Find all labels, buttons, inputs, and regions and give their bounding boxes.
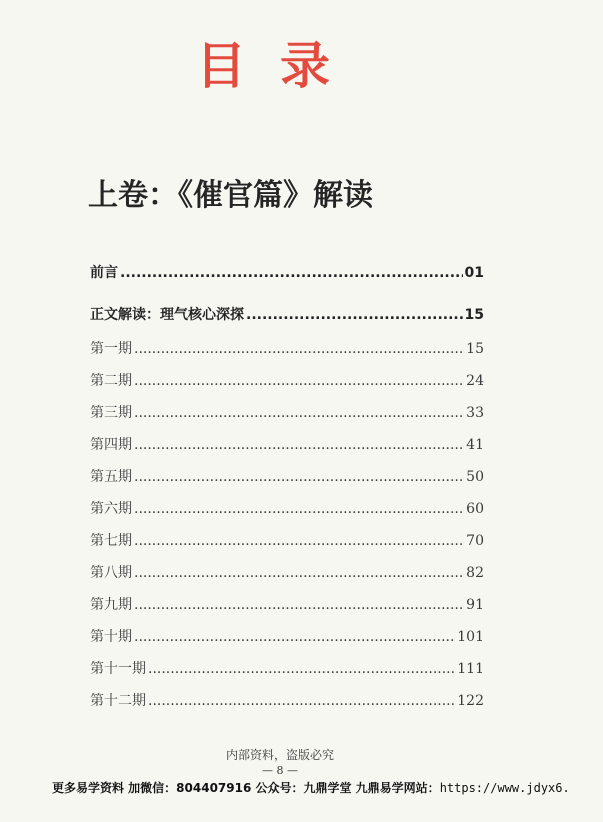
toc-leader-dots (120, 265, 463, 281)
toc-entry-issue-3 (90, 402, 484, 434)
toc-entry-page: 70 (466, 533, 484, 549)
watermark-url: https://www.jdyx6. (439, 781, 570, 795)
toc-entry-label: 正文解读：理气核心深探 (90, 307, 244, 323)
toc-entry-page: 60 (466, 501, 484, 517)
toc-leader-dots (134, 597, 464, 613)
toc-entry-issue-2 (90, 370, 484, 402)
toc-entry-label: 第三期 (90, 405, 132, 421)
toc-leader-dots (134, 469, 464, 485)
watermark-text: 更多易学资料 加微信：804407916 公众号：九鼎学堂 九鼎易学网站： (52, 781, 440, 795)
volume-title: 上卷：《催官篇》解读 (88, 178, 373, 213)
toc-leader-dots (148, 661, 455, 677)
toc-entry-issue-11 (90, 658, 484, 690)
page-title: 目录 (196, 37, 364, 95)
toc-entry-label: 第九期 (90, 597, 132, 613)
toc-entry-preface (90, 262, 484, 282)
toc-entry-main-text (90, 304, 484, 324)
toc-leader-dots (134, 405, 464, 421)
toc-entry-page: 01 (464, 265, 484, 281)
toc-leader-dots (134, 373, 464, 389)
toc-entry-label: 第十一期 (90, 661, 146, 677)
watermark-banner (52, 779, 600, 796)
toc-entry-label: 第五期 (90, 469, 132, 485)
toc-entry-page: 122 (457, 693, 484, 709)
toc-entry-issue-6 (90, 498, 484, 530)
toc-entry-page: 111 (457, 661, 484, 677)
toc-entry-page: 50 (466, 469, 484, 485)
toc-entry-label: 第十二期 (90, 693, 146, 709)
toc-entry-label: 第四期 (90, 437, 132, 453)
toc-entry-issue-4 (90, 434, 484, 466)
toc-entry-label: 第六期 (90, 501, 132, 517)
toc-entry-issue-10 (90, 626, 484, 658)
toc-entry-page: 24 (466, 373, 484, 389)
toc-entry-page: 41 (466, 437, 484, 453)
toc-leader-dots (148, 693, 455, 709)
page-number: — 8 — (262, 764, 298, 777)
toc-leader-dots (134, 533, 464, 549)
toc-entry-label: 前言 (90, 265, 118, 281)
toc-leader-dots (134, 629, 455, 645)
toc-entry-page: 91 (466, 597, 484, 613)
toc-entry-page: 101 (457, 629, 484, 645)
toc-entry-page: 15 (466, 341, 484, 357)
toc-entry-issue-5 (90, 466, 484, 498)
toc-entry-issue-12 (90, 690, 484, 722)
toc-entry-issue-1 (90, 338, 484, 370)
toc-entry-label: 第二期 (90, 373, 132, 389)
toc-entry-page: 82 (466, 565, 484, 581)
toc-entry-issue-9 (90, 594, 484, 626)
toc-leader-dots (134, 341, 464, 357)
toc-entry-issue-7 (90, 530, 484, 562)
toc-leader-dots (134, 501, 464, 517)
toc-entry-page: 15 (464, 307, 484, 323)
toc-entry-label: 第一期 (90, 341, 132, 357)
toc-leader-dots (134, 437, 464, 453)
table-of-contents (90, 262, 484, 722)
toc-entry-label: 第十期 (90, 629, 132, 645)
footer-note: 内部资料，盗版必究 (225, 748, 334, 762)
toc-leader-dots (246, 307, 463, 323)
toc-entry-label: 第八期 (90, 565, 132, 581)
toc-entry-page: 33 (466, 405, 484, 421)
toc-leader-dots (134, 565, 464, 581)
toc-entry-label: 第七期 (90, 533, 132, 549)
toc-entry-issue-8 (90, 562, 484, 594)
